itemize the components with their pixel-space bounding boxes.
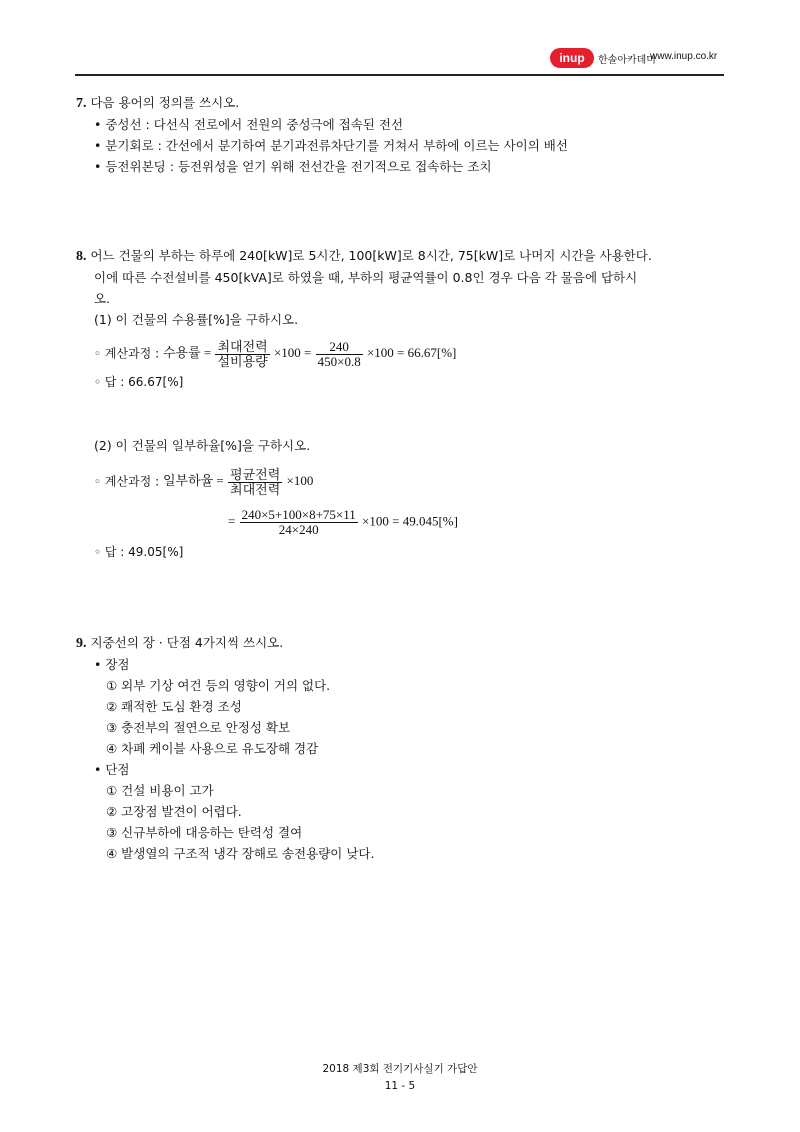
calc-label: ◦ 계산과정 : [94, 346, 160, 361]
question-text: 어느 건물의 부하는 하루에 240[kW]로 5시간, 100[kW]로 8시간, 75[kW]로 나머지 시간을 사용한다. [90, 248, 652, 263]
question-text: 지중선의 장 · 단점 4가지씩 쓰시오. [90, 635, 284, 650]
fraction-denominator: 450×0.8 [317, 354, 361, 369]
formula [162, 467, 314, 497]
formula-equals: = [228, 513, 236, 529]
question-8-line-2: 이에 따른 수전설비를 450[kVA]로 하였을 때, 부하의 평균역률이 0.8인 경우 다음 각 물음에 답하시 [94, 270, 638, 285]
fraction-numerator: 240 [316, 340, 363, 355]
bullet-item: • 중성선 : 다선식 전로에서 전원의 중성극에 접속된 전선 [94, 117, 404, 132]
answer-2: ◦ 답 : 49.05[%] [94, 545, 184, 559]
page-footer [0, 1061, 800, 1095]
question-number: 8. [76, 249, 87, 264]
list-item: ② 고장점 발견이 어렵다. [106, 804, 242, 819]
list-item: ① 건설 비용이 고가 [106, 783, 214, 798]
list-item: ④ 차폐 케이블 사용으로 유도장해 경감 [106, 741, 319, 756]
footer-title: 2018 제3회 전기기사실기 가답안 [322, 1063, 478, 1075]
bullet-item: • 등전위본딩 : 등전위성을 얻기 위해 전선간을 전기적으로 접속하는 조치 [94, 159, 492, 174]
question-8-line-3: 오. [94, 291, 111, 306]
fraction [215, 340, 269, 369]
header-url: www.inup.co.kr [650, 51, 718, 62]
question-9 [76, 632, 726, 864]
calc-step-2 [94, 468, 313, 497]
logo-badge: inup [550, 48, 594, 68]
fraction-denominator: 설비용량 [217, 354, 268, 369]
calc-step-1 [94, 340, 456, 369]
cons-label: • 단점 [94, 762, 130, 777]
question-text: 다음 용어의 정의를 쓰시오. [90, 95, 240, 110]
list-item: ④ 발생열의 구조적 냉각 장해로 송전용량이 낮다. [106, 846, 375, 861]
fraction [316, 340, 363, 369]
formula-op: ×100 = [273, 345, 312, 361]
list-item: ③ 충전부의 절연으로 안정성 확보 [106, 720, 291, 735]
calc-label: ◦ 계산과정 : [94, 474, 160, 489]
formula-lhs: 수용률 = [162, 345, 212, 361]
fraction [240, 508, 358, 537]
formula-op: ×100 [286, 473, 314, 489]
logo-name: 한솔아카데미 [598, 55, 656, 66]
fraction-denominator: 최대전력 [230, 482, 281, 497]
header-rule [75, 74, 724, 76]
sub-question-2: (2) 이 건물의 일부하율[%]을 구하시오. [94, 438, 311, 453]
page-number: 11 - 5 [384, 1080, 416, 1092]
bullet-item: • 분기회로 : 간선에서 분기하여 분기과전류차단기를 거쳐서 부하에 이르는 사이의 배선 [94, 138, 568, 153]
pros-label: • 장점 [94, 657, 130, 672]
answer-1: ◦ 답 : 66.67[%] [94, 375, 184, 389]
fraction-numerator: 평균전력 [230, 467, 281, 482]
question-number: 7. [76, 96, 87, 111]
formula-result: ×100 = 49.045[%] [362, 513, 458, 529]
question-8-line-1 [76, 245, 726, 267]
question-7 [76, 92, 726, 177]
list-item: ② 쾌적한 도심 환경 조성 [106, 699, 242, 714]
question-number: 9. [76, 636, 87, 651]
question-8 [76, 245, 726, 330]
fraction-denominator: 24×240 [278, 522, 319, 537]
formula-result: ×100 = 66.67[%] [366, 345, 457, 361]
fraction [228, 468, 282, 497]
fraction-numerator: 최대전력 [217, 339, 268, 354]
list-item: ③ 신규부하에 대응하는 탄력성 결여 [106, 825, 303, 840]
formula-lhs: 일부하율 = [162, 473, 224, 489]
sub-question-1: (1) 이 건물의 수용률[%]을 구하시오. [94, 312, 299, 327]
question-7-title [76, 92, 726, 114]
fraction-numerator: 240×5+100×8+75×11 [241, 507, 356, 522]
list-item: ① 외부 기상 여건 등의 영향이 거의 없다. [106, 678, 331, 693]
page-header [75, 44, 724, 76]
question-9-title [76, 632, 726, 654]
calc-step-2b [228, 508, 458, 537]
